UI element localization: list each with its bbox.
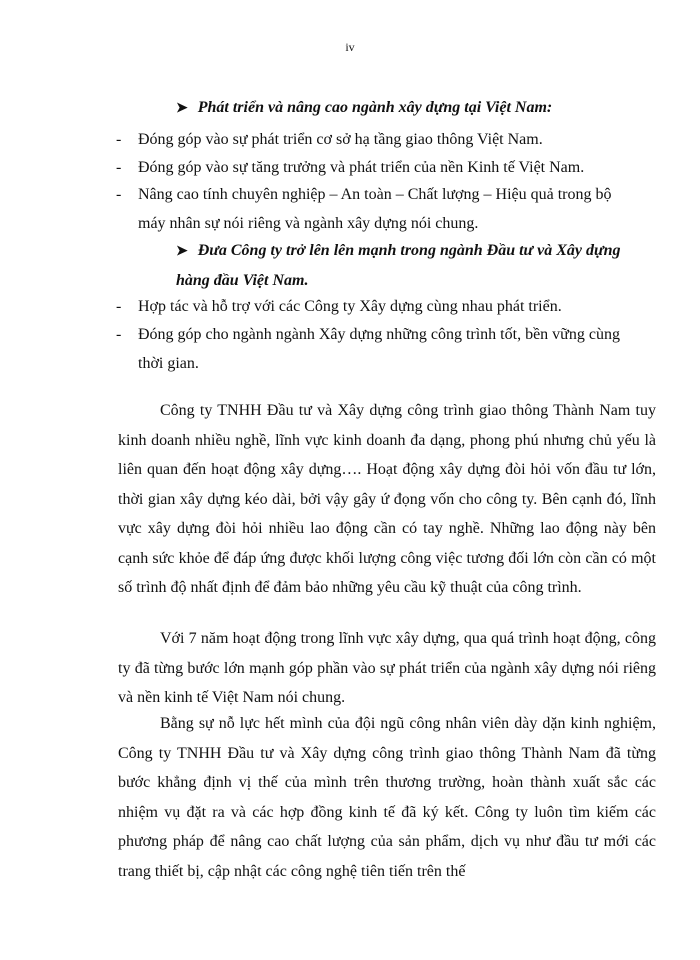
paragraph: Công ty TNHH Đầu tư và Xây dựng công trình giao thông Thành Nam tuy kinh doanh nhiều nghề, lĩnh vực kinh doanh đa dạng, phong phú nhưng chủ yếu là liên quan đến hoạt động xây dựng…. Hoạt động xây dựng đòi hỏi vốn đầu tư lớn, thời gian xây dựng kéo dài, bởi vậy gây ứ đọng vốn cho công ty. Bên cạnh đó, lĩnh vực xây dựng đòi hỏi nhiều lao động cần có tay nghề. Những lao động này bên cạnh sức khỏe để đáp ứng được khối lượng công việc tương đối lớn còn cần có một số trình độ nhất định để đảm bảo những yêu cầu kỹ thuật của công trình. xyxy=(118,402,656,596)
paragraph: Bằng sự nỗ lực hết mình của đội ngũ công nhân viên dày dặn kinh nghiệm, Công ty TNHH Đầu tư và Xây dựng công trình giao thông Thành Nam đã từng bước khẳng định vị thế của mình trên thương trường, hoàn thành xuất sắc các nhiệm vụ đặt ra và các hợp đồng kinh tế đã ký kết. Công ty luôn tìm kiếm các phương pháp để nâng cao chất lượng của sản phẩm, dịch vụ như đầu tư mới các trang thiết bị, cập nhật các công nghệ tiên tiến trên thế xyxy=(118,715,656,880)
list-item: - Đóng góp vào sự tăng trưởng và phát triển của nền Kinh tế Việt Nam. xyxy=(116,153,656,182)
dash-bullet-icon: - xyxy=(116,326,122,343)
dash-bullet-icon: - xyxy=(116,159,122,176)
arrow-bullet-icon: ➤ xyxy=(176,244,188,259)
section1-heading-row xyxy=(176,93,656,123)
section2-heading-row xyxy=(176,236,646,295)
page-number: iv xyxy=(345,40,355,54)
paragraph: Với 7 năm hoạt động trong lĩnh vực xây dựng, qua quá trình hoạt động, công ty đã từng bước lớn mạnh góp phần vào sự phát triển của ngành xây dựng nói riêng và nền kinh tế Việt Nam nói chung. xyxy=(118,630,656,706)
dash-bullet-icon: - xyxy=(116,298,122,315)
section2-heading: Đưa Công ty trở lên lên mạnh trong ngành Đầu tư và Xây dựng hàng đầu Việt Nam. xyxy=(176,242,621,289)
arrow-bullet-icon: ➤ xyxy=(176,101,188,116)
list-item: - Nâng cao tính chuyên nghiệp – An toàn – Chất lượng – Hiệu quả trong bộ máy nhân sự nói riêng và ngành xây dựng nói chung. xyxy=(116,180,636,238)
list-item: - Đóng góp vào sự phát triển cơ sở hạ tầng giao thông Việt Nam. xyxy=(116,125,656,154)
list-item: - Hợp tác và hỗ trợ với các Công ty Xây dựng cùng nhau phát triển. xyxy=(116,292,656,321)
list-item: - Đóng góp cho ngành ngành Xây dựng những công trình tốt, bền vững cùng thời gian. xyxy=(116,320,626,378)
dash-bullet-icon: - xyxy=(116,131,122,148)
section1-heading: Phát triển và nâng cao ngành xây dựng tại Việt Nam: xyxy=(197,99,553,116)
dash-bullet-icon: - xyxy=(116,186,122,203)
